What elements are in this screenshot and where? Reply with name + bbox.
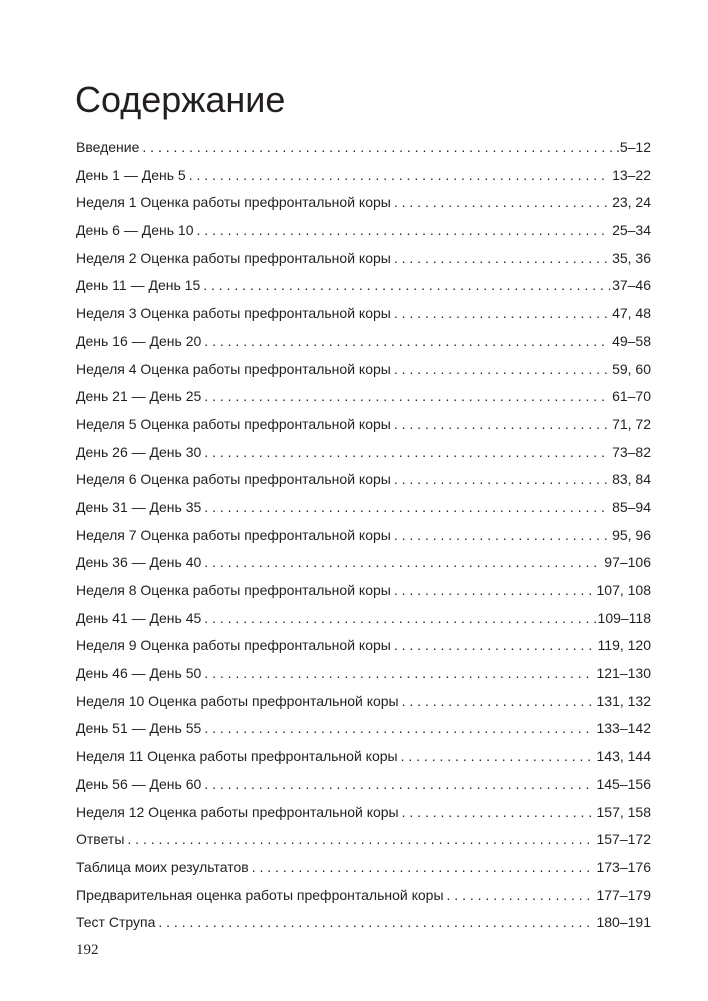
toc-entry (76, 189, 651, 217)
toc-entry-pages: 157, 158 (596, 803, 651, 820)
dot-leader (401, 743, 595, 771)
toc-entry (76, 439, 651, 467)
toc-entry (76, 300, 651, 328)
dot-leader (394, 577, 595, 605)
dot-leader (204, 715, 594, 743)
toc-entry-pages: 121–130 (596, 665, 651, 682)
toc-entry-pages: 71, 72 (612, 415, 651, 432)
toc-entry (76, 328, 651, 356)
toc-entry (76, 909, 651, 937)
dot-leader (204, 439, 610, 467)
dot-leader (394, 466, 610, 494)
toc-entry-title: Тест Струпа (76, 914, 156, 931)
dot-leader (252, 854, 595, 882)
toc-entry-title: Неделя 2 Оценка работы префронтальной коры (76, 249, 391, 266)
dot-leader (394, 300, 610, 328)
toc-entry-pages: 13–22 (612, 166, 651, 183)
dot-leader (204, 549, 602, 577)
toc-entry-title: День 46 — День 50 (76, 665, 202, 682)
toc-entry-title: Неделя 12 Оценка работы префронтальной коры (76, 803, 399, 820)
toc-entry (76, 632, 651, 660)
toc-entry-title: Неделя 7 Оценка работы префронтальной коры (76, 526, 391, 543)
toc-entry-pages: 49–58 (612, 332, 651, 349)
toc-entry-title: Введение (76, 139, 140, 155)
toc-entry-pages: 180–191 (596, 914, 651, 931)
toc-entry (76, 356, 651, 384)
toc-entry (76, 882, 651, 910)
toc-entry-title: День 6 — День 10 (76, 222, 194, 239)
toc-entry-title: Неделя 8 Оценка работы префронтальной коры (76, 582, 391, 598)
toc-entry-pages: 95, 96 (612, 526, 651, 543)
toc-entry (76, 771, 651, 799)
dot-leader (394, 189, 610, 217)
toc-entry-pages: 107, 108 (596, 582, 651, 598)
toc-entry-title: Таблица моих результатов (76, 858, 249, 875)
toc-entry-pages: 145–156 (596, 775, 651, 792)
toc-entry (76, 854, 651, 882)
toc-entry (76, 494, 651, 522)
toc-entry-pages: .5–12 (615, 139, 651, 155)
toc-entry-pages: 173–176 (596, 858, 651, 875)
toc-entry-title: День 31 — День 35 (76, 498, 202, 515)
toc-entry-pages: 35, 36 (612, 249, 651, 266)
toc-entry-title: Неделя 10 Оценка работы префронтальной коры (76, 692, 399, 709)
toc-entry-title: Предварительная оценка работы префронтальной коры (76, 886, 444, 903)
dot-leader (402, 688, 595, 716)
dot-leader (394, 632, 596, 660)
toc-entry (76, 383, 651, 411)
toc-entry-pages: 131, 132 (596, 692, 651, 709)
toc-entry-title: Неделя 4 Оценка работы префронтальной коры (76, 360, 391, 377)
toc-entry-pages: 133–142 (596, 720, 651, 737)
toc-entry-pages: 119, 120 (597, 637, 651, 654)
dot-leader (204, 660, 594, 688)
toc-entry-title: День 11 — День 15 (76, 277, 201, 294)
toc-entry-title: Неделя 11 Оценка работы префронтальной коры (76, 748, 398, 765)
dot-leader (204, 383, 610, 411)
toc-entry-pages: 47, 48 (612, 305, 651, 322)
toc-entry (76, 715, 651, 743)
toc-entry (76, 743, 651, 771)
dot-leader (394, 411, 610, 439)
toc-entry-pages: 85–94 (612, 498, 651, 515)
dot-leader (394, 522, 610, 550)
dot-leader (127, 826, 594, 854)
dot-leader (204, 771, 594, 799)
toc-entry-title: День 21 — День 25 (76, 388, 202, 405)
toc-entry-pages: 109–118 (597, 609, 651, 626)
toc-entry-pages: 59, 60 (612, 360, 651, 377)
toc-entry-pages: 143, 144 (596, 748, 651, 765)
toc-entry-pages: 83, 84 (612, 471, 651, 488)
toc-entry (76, 162, 651, 190)
toc-entry (76, 549, 651, 577)
toc-entry (76, 134, 651, 162)
toc-entry (76, 245, 651, 273)
toc-entry-pages: 25–34 (612, 222, 651, 239)
page-title: Содержание (75, 79, 286, 120)
toc-entry-title: День 1 — День 5 (76, 166, 186, 183)
dot-leader (203, 272, 610, 300)
toc-entry-title: День 16 — День 20 (76, 332, 202, 349)
toc-entry-pages: 97–106 (604, 554, 651, 571)
toc-entry-title: День 26 — День 30 (76, 443, 202, 460)
toc-entry (76, 605, 651, 633)
dot-leader (142, 134, 614, 162)
dot-leader (394, 245, 610, 273)
toc-entry-pages: 37–46 (612, 277, 651, 294)
toc-entry (76, 466, 651, 494)
toc-entry-title: День 41 — День 45 (76, 609, 202, 626)
toc-entry-title: Неделя 1 Оценка работы префронтальной коры (76, 194, 391, 211)
dot-leader (204, 494, 610, 522)
toc-entry-pages: 73–82 (612, 443, 651, 460)
page-number: 192 (76, 942, 99, 958)
toc-entry (76, 688, 651, 716)
toc-entry (76, 411, 651, 439)
toc-entry-pages: 177–179 (596, 886, 651, 903)
dot-leader (197, 217, 611, 245)
dot-leader (204, 605, 595, 633)
table-of-contents (76, 134, 651, 937)
toc-entry-pages: 23, 24 (612, 194, 651, 211)
toc-entry (76, 522, 651, 550)
dot-leader (447, 882, 595, 910)
toc-entry (76, 272, 651, 300)
toc-entry-title: День 51 — День 55 (76, 720, 202, 737)
dot-leader (402, 799, 595, 827)
toc-entry (76, 660, 651, 688)
toc-entry-title: Неделя 9 Оценка работы префронтальной коры (76, 637, 391, 654)
toc-entry (76, 799, 651, 827)
toc-entry-title: Неделя 3 Оценка работы префронтальной коры (76, 305, 391, 322)
toc-entry-title: День 36 — День 40 (76, 554, 202, 571)
toc-entry-title: Неделя 5 Оценка работы префронтальной коры (76, 415, 391, 432)
toc-entry (76, 217, 651, 245)
dot-leader (204, 328, 610, 356)
dot-leader (189, 162, 610, 190)
toc-entry-title: Неделя 6 Оценка работы префронтальной коры (76, 471, 391, 488)
toc-entry (76, 577, 651, 605)
toc-entry-pages: 157–172 (596, 831, 651, 848)
dot-leader (394, 356, 610, 384)
dot-leader (158, 909, 594, 937)
toc-entry (76, 826, 651, 854)
toc-entry-title: Ответы (76, 831, 125, 848)
toc-entry-title: День 56 — День 60 (76, 775, 202, 792)
toc-entry-pages: 61–70 (612, 388, 651, 405)
